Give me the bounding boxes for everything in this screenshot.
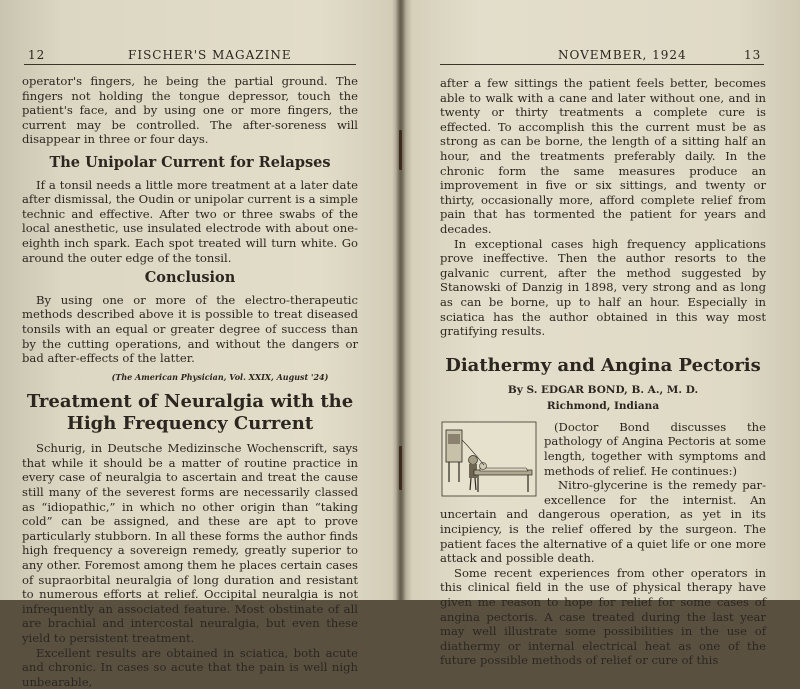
- right-page: [402, 0, 800, 668]
- page-number-right: 13: [744, 48, 762, 62]
- byline: By S. EDGAR BOND, B. A., M. D.: [507, 383, 699, 396]
- section-paragraph-conclusion: By using one or more of the electro-therapeutic methods described above it is possible to treat diseased tonsils with an equal or greater degree of success than by the cutting operations, and without the dangers or bad after-effects of the latter.: [22, 292, 358, 366]
- article-title-neuralgia: Treatment of Neuralgia with the High Frequency Current: [26, 391, 354, 435]
- author-location: Richmond, Indiana: [546, 400, 660, 413]
- right-page-body: [440, 76, 766, 668]
- section-heading-conclusion: Conclusion: [144, 269, 236, 287]
- running-head-left: FISCHER'S MAGAZINE: [128, 48, 292, 62]
- citation: (The American Physician, Vol. XXIX, August '24): [111, 371, 329, 382]
- page-number-left: 12: [28, 48, 46, 62]
- editor-note: (Doctor Bond discusses the pathology of Angina Pectoris at some length, together with symptoms and methods of relief. He continues:): [544, 419, 766, 478]
- article-paragraph: Some recent experiences from other operators in this clinical field in the use of physical therapy have given me reason to hope for relief for some cases of angina pectoris. A case treated during the last year may well illustrate some possibilities in the use of diathermy or internal electrical heat as one of the future possible methods of relief or cure of this: [440, 565, 766, 668]
- article-paragraph: Nitro-glycerine is the remedy par-excellence for the internist. An uncertain and dangerous operation, as yet in its incipiency, is the relief offered by the surgeon. The patient faces the alternative of a quiet life or one more attack and possible death.: [440, 478, 766, 566]
- left-page: [0, 0, 398, 689]
- header-rule-left: [24, 64, 356, 65]
- staple-top: [399, 130, 402, 170]
- diathermy-treatment-illustration: [440, 420, 538, 498]
- article-title-diathermy: Diathermy and Angina Pectoris: [445, 354, 761, 376]
- article-paragraph: Schurig, in Deutsche Medizinsche Wochenscrift, says that while it should be a matter of routine practice in every case of neuralgia to ascertain and treat the cause still many of the severest forms are necessarily classed as “idiopathic,” in which no other origin than “taking cold” can be assigned, and these are apt to prove particularly stubborn. In all these forms the author finds high frequency a sovereign remedy, greatly superior to any other. Foremost among them he places certain cases of supraorbital neuralgia of long duration and resistant to numerous efforts at relief. Occipital neuralgia is not infrequently an associated feature. Most obstinate of all are brachial and intercostal neuralgia, but even these yield to persistent treatment.: [22, 441, 358, 645]
- continued-paragraph: after a few sittings the patient feels better, becomes able to walk with a cane and later without one, and in twenty or thirty treatments a complete cure is effected. To accomplish this the current must be as strong as can be borne, the length of a sitting half an hour, and the treatments preferably daily. In the chronic form the same measures produce an improvement in five or six sittings, and twenty or thirty, occasionally more, afford complete relief from pain that has tormented the patient for years and decades.: [440, 76, 766, 236]
- running-head-right: NOVEMBER, 1924: [558, 48, 687, 62]
- exceptional-cases-paragraph: In exceptional cases high frequency applications prove ineffective. Then the author resorts to the galvanic current, after the method suggested by Stanowski of Danzig in 1898, very strong and as long as can be borne, up to half an hour. Especially in sciatica has the author obtained in this way most gratifying results.: [440, 236, 766, 339]
- binding-crease: [396, 0, 406, 600]
- article-paragraph: Excellent results are obtained in sciatica, both acute and chronic. In cases so acute that the pain is well nigh unbearable,: [22, 645, 358, 689]
- section-heading-unipolar: The Unipolar Current for Relapses: [49, 153, 331, 171]
- staple-bottom: [399, 446, 402, 490]
- header-rule-right: [440, 64, 764, 65]
- continued-paragraph: operator's fingers, he being the partial ground. The fingers not holding the tongue depressor, touch the patient's face, and by using one or more fingers, the current may be controlled. The after-soreness will disappear in three or four days.: [22, 74, 358, 147]
- left-page-body: [22, 74, 358, 689]
- section-paragraph-unipolar: If a tonsil needs a little more treatment at a later date after dismissal, the Oudin or unipolar current is a simple technic and effective. After two or three swabs of the local anesthetic, use insulated electrode with about one-eighth inch spark. Each spot treated will turn white. Go around the outer edge of the tonsil.: [22, 177, 358, 265]
